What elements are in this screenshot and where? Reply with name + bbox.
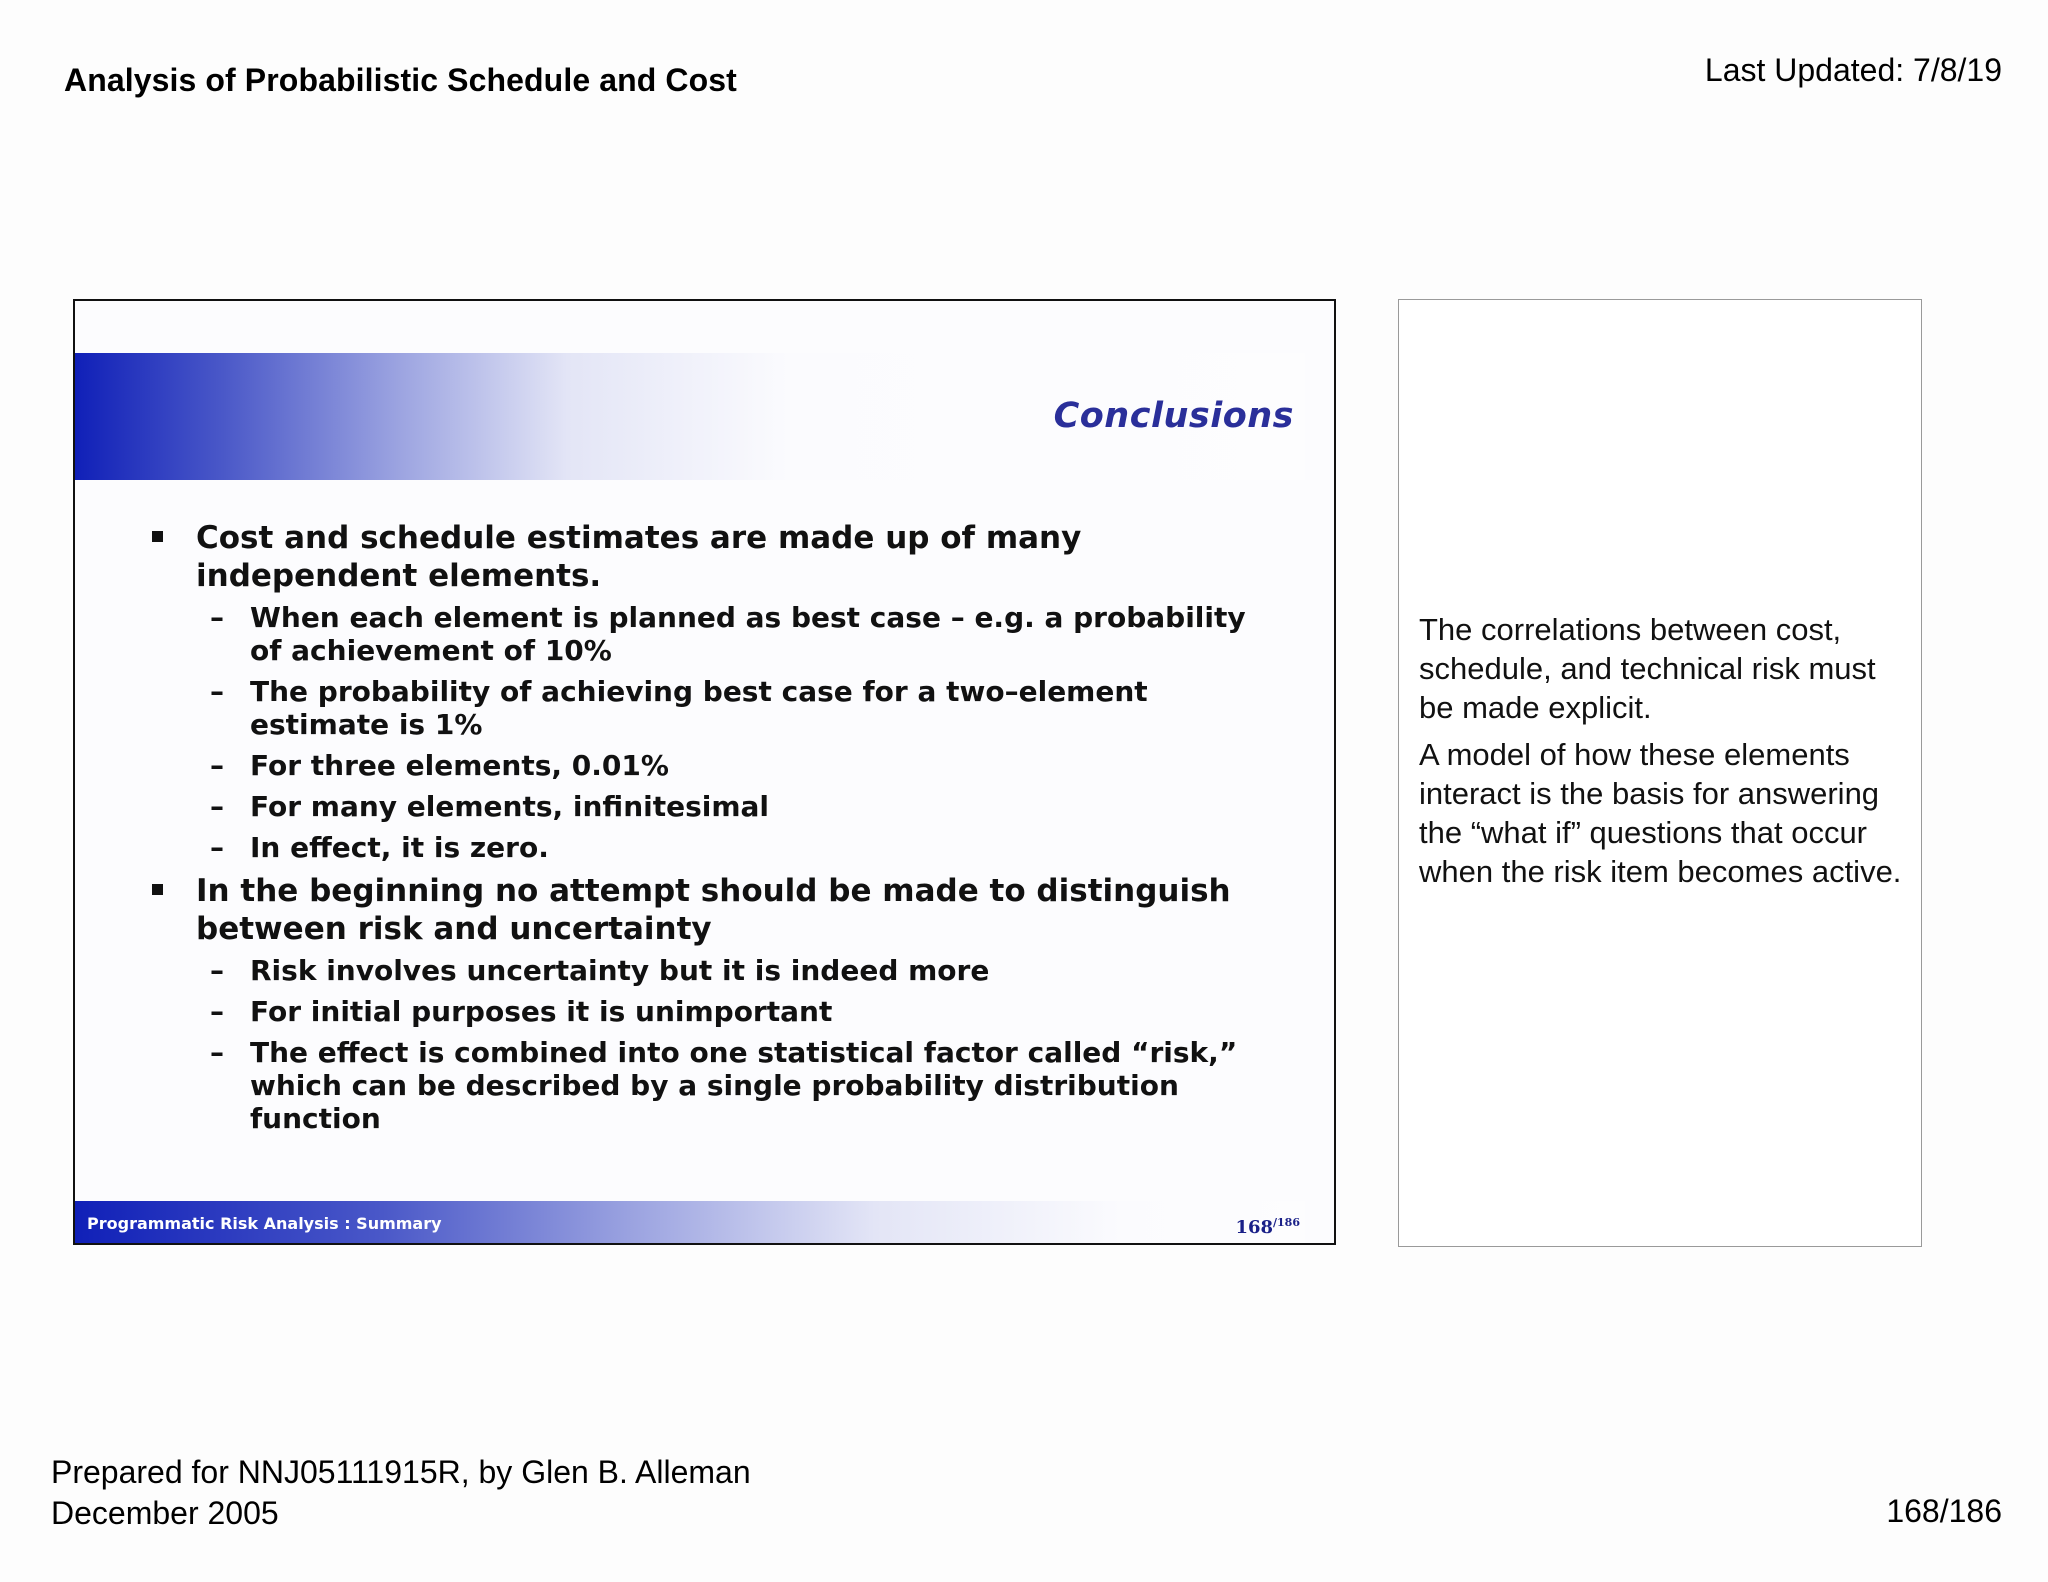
dash-bullet-icon: –: [210, 954, 224, 987]
slide-page-current: 168: [1235, 1217, 1274, 1238]
document-title: Analysis of Probabilistic Schedule and Cost: [64, 62, 737, 98]
dash-bullet-icon: –: [210, 1036, 224, 1069]
slide-body: [150, 519, 1280, 1143]
sub-bullet-text: For many elements, infinitesimal: [250, 790, 770, 823]
dash-bullet-icon: –: [210, 601, 224, 634]
page-number: 168/186: [1886, 1493, 2002, 1529]
notes-paragraph: A model of how these elements interact is the basis for answering the “what if” questions that occur when the risk item becomes active.: [1419, 737, 1902, 889]
sub-bullet-text: For initial purposes it is unimportant: [250, 995, 833, 1028]
sub-bullet-item: [150, 749, 1280, 782]
sub-bullet-text: When each element is planned as best case – e.g. a probability of achievement of 10%: [250, 601, 1246, 667]
slide-image: [73, 299, 1336, 1245]
sub-bullet-text: The effect is combined into one statistical factor called “risk,” which can be described by a single probability distribution function: [250, 1036, 1238, 1135]
dash-bullet-icon: –: [210, 749, 224, 782]
square-bullet-icon: [152, 531, 163, 542]
sub-bullet-text: For three elements, 0.01%: [250, 749, 669, 782]
prepared-by-block: [51, 1452, 751, 1534]
bullet-item: [150, 872, 1280, 948]
dash-bullet-icon: –: [210, 675, 224, 708]
sub-bullet-text: The probability of achieving best case for a two–element estimate is 1%: [250, 675, 1148, 741]
slide-title: Conclusions: [1053, 396, 1294, 436]
sub-bullet-item: [150, 1036, 1280, 1135]
sub-bullet-item: [150, 675, 1280, 741]
square-bullet-icon: [152, 884, 163, 895]
sub-bullet-text: In effect, it is zero.: [250, 831, 549, 864]
slide-page-number: [1235, 1216, 1300, 1238]
sub-bullet-item: [150, 831, 1280, 864]
bullet-item: [150, 519, 1280, 595]
slide-page-total: /186: [1273, 1216, 1300, 1229]
last-updated-date: Last Updated: 7/8/19: [1704, 52, 2002, 88]
dash-bullet-icon: –: [210, 995, 224, 1028]
bullet-text: In the beginning no attempt should be made to distinguish between risk and uncertainty: [196, 873, 1231, 947]
sub-bullet-item: [150, 954, 1280, 987]
dash-bullet-icon: –: [210, 831, 224, 864]
sub-bullet-text: Risk involves uncertainty but it is indeed more: [250, 954, 990, 987]
prepared-line: Prepared for NNJ05111915R, by Glen B. Alleman: [51, 1454, 751, 1490]
dash-bullet-icon: –: [210, 790, 224, 823]
notes-text: [1419, 610, 1909, 899]
sub-bullet-item: [150, 790, 1280, 823]
sub-bullet-item: [150, 995, 1280, 1028]
sub-bullet-item: [150, 601, 1280, 667]
bullet-text: Cost and schedule estimates are made up of many independent elements.: [196, 520, 1082, 594]
slide-footer-text: Programmatic Risk Analysis : Summary: [87, 1214, 442, 1233]
notes-panel: [1398, 299, 1922, 1247]
date-line: December 2005: [51, 1495, 279, 1531]
notes-paragraph: The correlations between cost, schedule, and technical risk must be made explicit.: [1419, 612, 1876, 725]
